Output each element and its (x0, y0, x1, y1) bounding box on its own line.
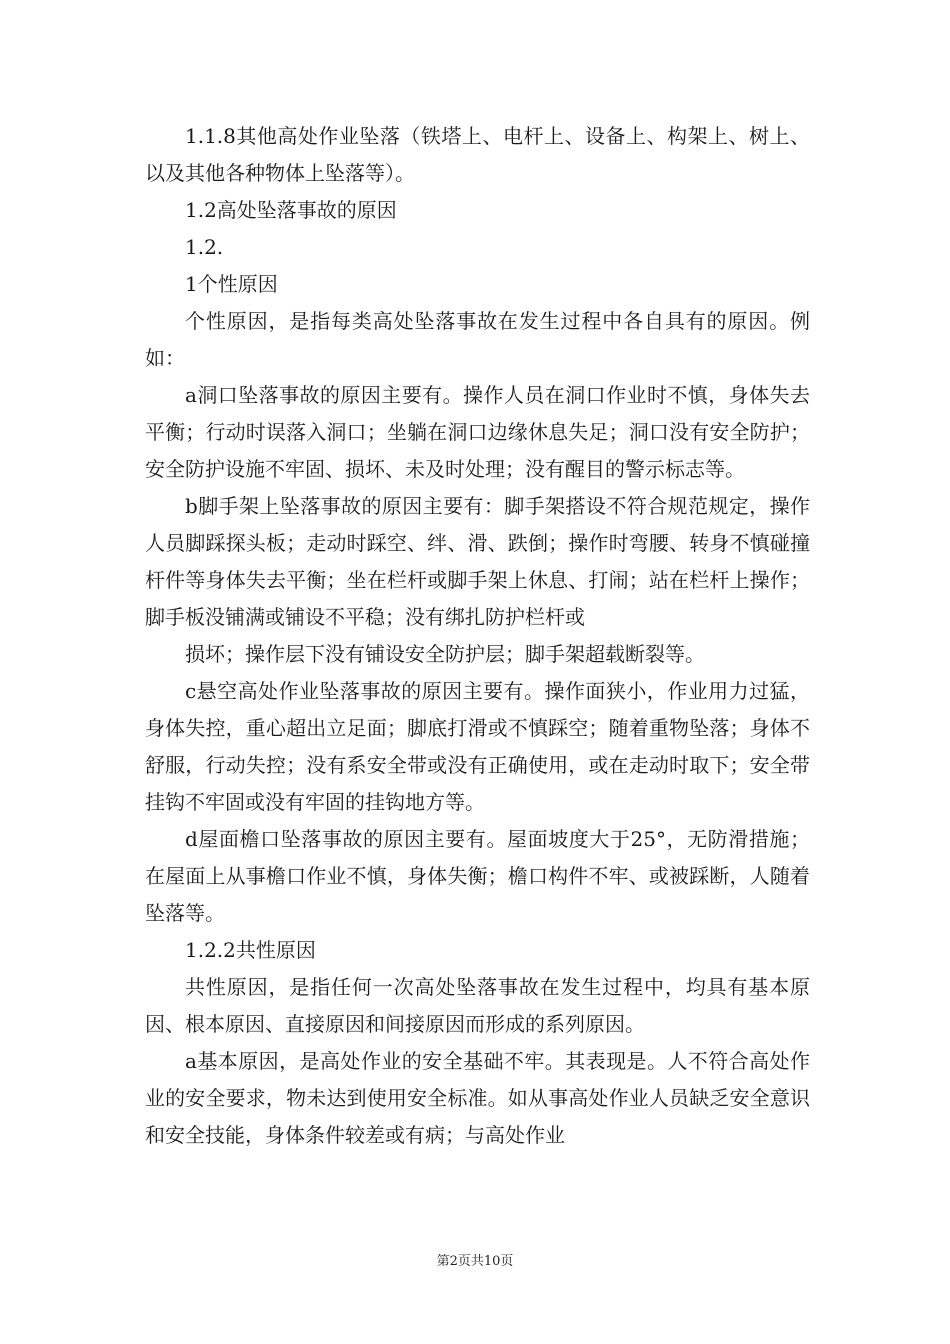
page-footer (0, 1250, 950, 1269)
page-number: 第2页共10页 (436, 1254, 514, 1269)
section-heading: 1.2高处坠落事故的原因 (185, 198, 397, 222)
document-body (145, 118, 810, 1154)
paragraph: 个性原因，是指每类高处坠落事故在发生过程中各自具有的原因。例如： (145, 309, 810, 370)
subsection-heading: 1.2.2共性原因 (185, 938, 316, 962)
paragraph: c悬空高处作业坠落事故的原因主要有。操作面狭小，作业用力过猛，身体失控，重心超出立足面；脚底打滑或不慎踩空；随着重物坠落；身体不舒服，行动失控；没有系安全带或没有正确使用，或在走动时取下；安全带挂钩不牢固或没有牢固的挂钩地方等。 (145, 679, 810, 814)
subsection-number: 1.2. (185, 235, 224, 259)
paragraph: a基本原因，是高处作业的安全基础不牢。其表现是。人不符合高处作业的安全要求，物未达到使用安全标准。如从事高处作业人员缺乏安全意识和安全技能，身体条件较差或有病；与高处作业 (145, 1049, 810, 1147)
subsection-heading: 1个性原因 (185, 272, 278, 296)
paragraph: 共性原因，是指任何一次高处坠落事故在发生过程中，均具有基本原因、根本原因、直接原因和间接原因而形成的系列原因。 (145, 975, 810, 1036)
paragraph: a洞口坠落事故的原因主要有。操作人员在洞口作业时不慎，身体失去平衡；行动时误落入洞口；坐躺在洞口边缘休息失足；洞口没有安全防护；安全防护设施不牢固、损坏、未及时处理；没有醒目的警示标志等。 (145, 383, 810, 481)
paragraph: 1.1.8其他高处作业坠落（铁塔上、电杆上、设备上、构架上、树上、以及其他各种物体上坠落等）。 (145, 124, 810, 185)
paragraph: d屋面檐口坠落事故的原因主要有。屋面坡度大于25°，无防滑措施；在屋面上从事檐口作业不慎，身体失衡；檐口构件不牢、或被踩断，人随着坠落等。 (145, 827, 810, 925)
paragraph: b脚手架上坠落事故的原因主要有：脚手架搭设不符合规范规定，操作人员脚踩探头板；走动时踩空、绊、滑、跌倒；操作时弯腰、转身不慎碰撞杆件等身体失去平衡；坐在栏杆或脚手架上休息、打闹；站在栏杆上操作；脚手板没铺满或铺设不平稳；没有绑扎防护栏杆或 (145, 494, 810, 629)
paragraph: 损坏；操作层下没有铺设安全防护层；脚手架超载断裂等。 (185, 642, 705, 666)
